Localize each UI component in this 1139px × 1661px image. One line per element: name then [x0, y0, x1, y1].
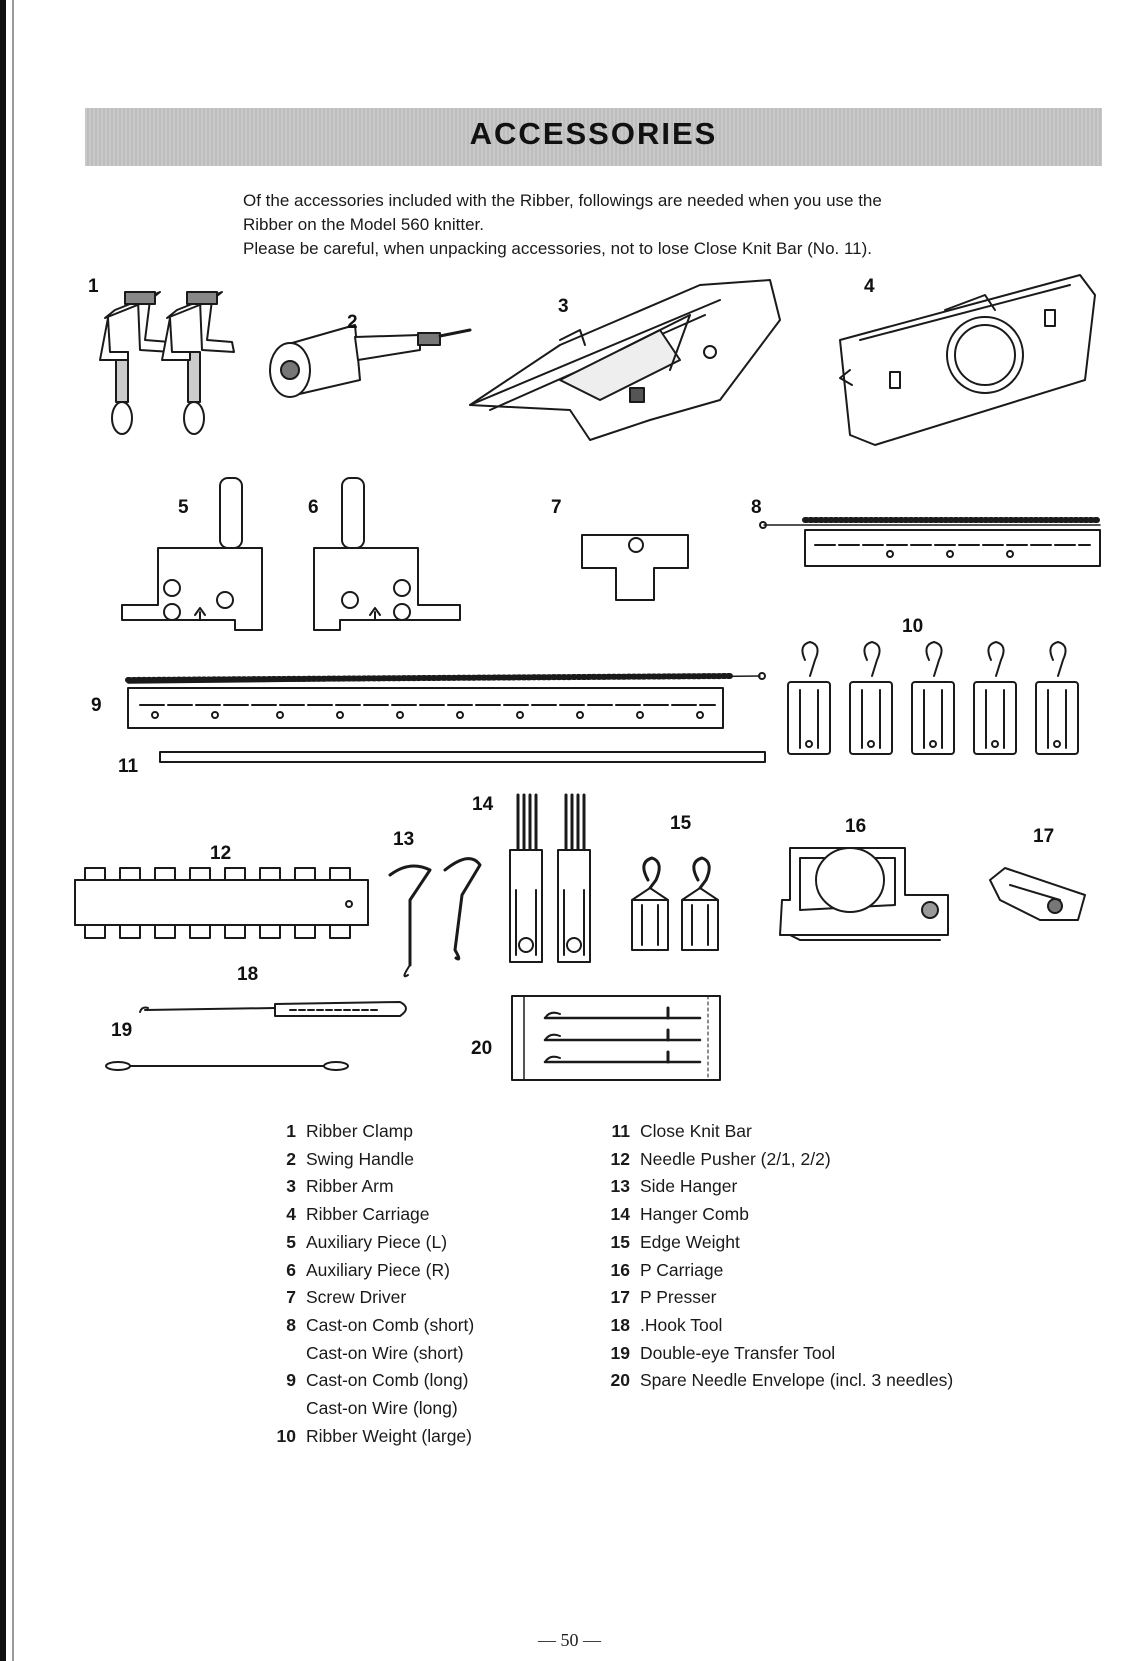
legend-item-label: P Presser	[640, 1287, 717, 1308]
legend-item-label: Cast-on Comb (long)	[306, 1370, 469, 1391]
label-1: 1	[88, 276, 99, 297]
legend-item	[266, 1312, 474, 1340]
legend-item-label: Edge Weight	[640, 1231, 740, 1252]
legend-item-label: Cast-on Wire (long)	[306, 1398, 458, 1419]
legend-item	[600, 1257, 953, 1285]
edge-weight-illustration	[632, 858, 718, 950]
legend-item-label: Ribber Weight (large)	[306, 1425, 472, 1446]
legend-item	[600, 1367, 953, 1395]
legend-item	[266, 1367, 474, 1395]
label-19: 19	[111, 1020, 133, 1041]
legend-item	[600, 1312, 953, 1340]
label-4: 4	[864, 276, 875, 297]
legend-item-label: .Hook Tool	[640, 1314, 723, 1335]
legend-item	[266, 1395, 474, 1423]
ribber-clamp-illustration	[100, 292, 234, 434]
legend-item-number: 15	[610, 1231, 630, 1252]
label-17: 17	[1033, 826, 1055, 847]
legend-item-label: Ribber Clamp	[306, 1121, 413, 1141]
label-9: 9	[91, 695, 102, 716]
legend-item-number: 11	[611, 1121, 630, 1141]
auxiliary-piece-left-illustration	[122, 478, 262, 630]
legend-item-number: 19	[610, 1342, 630, 1363]
ribber-weight-large-illustration	[788, 642, 1078, 754]
cast-on-comb-short-illustration	[760, 520, 1100, 566]
double-eye-transfer-tool-illustration	[106, 1062, 348, 1070]
label-11: 11	[118, 756, 139, 777]
legend-item	[266, 1118, 474, 1146]
legend-left	[266, 1118, 474, 1450]
legend-item	[266, 1173, 474, 1201]
legend-item-number	[266, 1395, 296, 1423]
label-20: 20	[471, 1038, 493, 1059]
intro-line-3: Please be careful, when unpacking accessories, not to lose Close Knit Bar (No. 11).	[243, 239, 873, 258]
legend-item	[600, 1201, 953, 1229]
legend-item-number: 7	[286, 1287, 296, 1308]
cast-on-comb-long-illustration	[128, 673, 765, 728]
legend-item-number: 1	[286, 1121, 296, 1141]
intro-line-2: Ribber on the Model 560 knitter.	[243, 215, 484, 234]
legend-item-label: Ribber Arm	[306, 1176, 394, 1197]
label-16: 16	[845, 816, 867, 837]
legend-item-label: Screw Driver	[306, 1287, 407, 1308]
legend-item-number: 6	[286, 1259, 296, 1280]
auxiliary-piece-right-illustration	[314, 478, 460, 630]
legend-item-label: Double-eye Transfer Tool	[640, 1342, 836, 1363]
legend-item-number: 17	[610, 1287, 630, 1308]
label-14: 14	[472, 794, 494, 815]
legend-item-label: Auxiliary Piece (R)	[306, 1259, 450, 1280]
legend-item-number: 20	[610, 1370, 630, 1391]
hook-tool-illustration	[140, 1002, 406, 1016]
legend-item-number: 8	[286, 1314, 296, 1335]
label-10: 10	[902, 616, 924, 637]
legend-item	[266, 1257, 474, 1285]
label-5: 5	[178, 497, 189, 518]
legend-item-number: 10	[276, 1425, 296, 1446]
label-3: 3	[558, 296, 569, 317]
legend-item-number: 3	[286, 1176, 296, 1197]
legend-item-label: Auxiliary Piece (L)	[306, 1231, 448, 1252]
label-8: 8	[751, 497, 762, 518]
legend-right	[600, 1118, 953, 1395]
intro-line-1: Of the accessories included with the Ribber, followings are needed when you use the	[243, 191, 882, 210]
page-number: — 50 —	[538, 1630, 601, 1650]
legend-item	[266, 1284, 474, 1312]
legend-item-label: Hanger Comb	[640, 1204, 749, 1225]
screw-driver-illustration	[582, 535, 688, 600]
swing-handle-illustration	[270, 325, 470, 397]
legend-item-number: 16	[610, 1259, 630, 1280]
legend-item	[266, 1229, 474, 1257]
legend-item-number: 14	[610, 1204, 630, 1225]
hanger-comb-illustration	[510, 795, 590, 962]
legend-item	[600, 1173, 953, 1201]
legend-item-number: 18	[610, 1314, 630, 1335]
legend-item-number: 13	[610, 1176, 630, 1197]
label-13: 13	[393, 829, 415, 850]
label-6: 6	[308, 497, 319, 518]
legend-item-number: 12	[610, 1148, 630, 1169]
label-2: 2	[347, 312, 358, 333]
legend-item-label: Cast-on Comb (short)	[306, 1314, 475, 1335]
legend-item-label: Swing Handle	[306, 1148, 414, 1169]
legend-item	[266, 1423, 474, 1451]
p-presser-illustration	[990, 868, 1085, 920]
label-7: 7	[551, 497, 562, 518]
legend-item	[600, 1284, 953, 1312]
close-knit-bar-illustration	[160, 752, 765, 762]
legend-item-number: 5	[286, 1231, 296, 1252]
p-carriage-illustration	[780, 848, 948, 940]
legend-item-label: Ribber Carriage	[306, 1204, 430, 1225]
legend-item-number: 4	[286, 1204, 296, 1225]
ribber-arm-illustration	[470, 280, 780, 440]
legend-item-label: Cast-on Wire (short)	[306, 1342, 464, 1363]
legend-item-label: Needle Pusher (2/1, 2/2)	[640, 1148, 831, 1169]
legend-item	[600, 1146, 953, 1174]
legend-item-label: P Carriage	[640, 1259, 724, 1280]
label-12: 12	[210, 843, 232, 864]
label-18: 18	[237, 964, 259, 985]
ribber-carriage-illustration	[840, 275, 1095, 445]
legend-item-label: Spare Needle Envelope (incl. 3 needles)	[640, 1370, 954, 1391]
legend-item-number: 9	[286, 1370, 296, 1391]
legend-item	[600, 1118, 953, 1146]
legend-item	[600, 1340, 953, 1368]
legend-item-number	[266, 1340, 296, 1368]
page-title: ACCESSORIES	[469, 116, 718, 151]
legend-item	[266, 1201, 474, 1229]
needle-pusher-illustration	[75, 868, 368, 938]
spare-needle-envelope-illustration	[512, 996, 720, 1080]
legend-item-label: Side Hanger	[640, 1176, 738, 1197]
side-hanger-illustration	[390, 859, 480, 977]
legend-item	[266, 1340, 474, 1368]
label-15: 15	[670, 813, 692, 834]
legend-item	[600, 1229, 953, 1257]
legend-item	[266, 1146, 474, 1174]
legend-item-label: Close Knit Bar	[640, 1121, 752, 1141]
legend-item-number: 2	[286, 1148, 296, 1169]
